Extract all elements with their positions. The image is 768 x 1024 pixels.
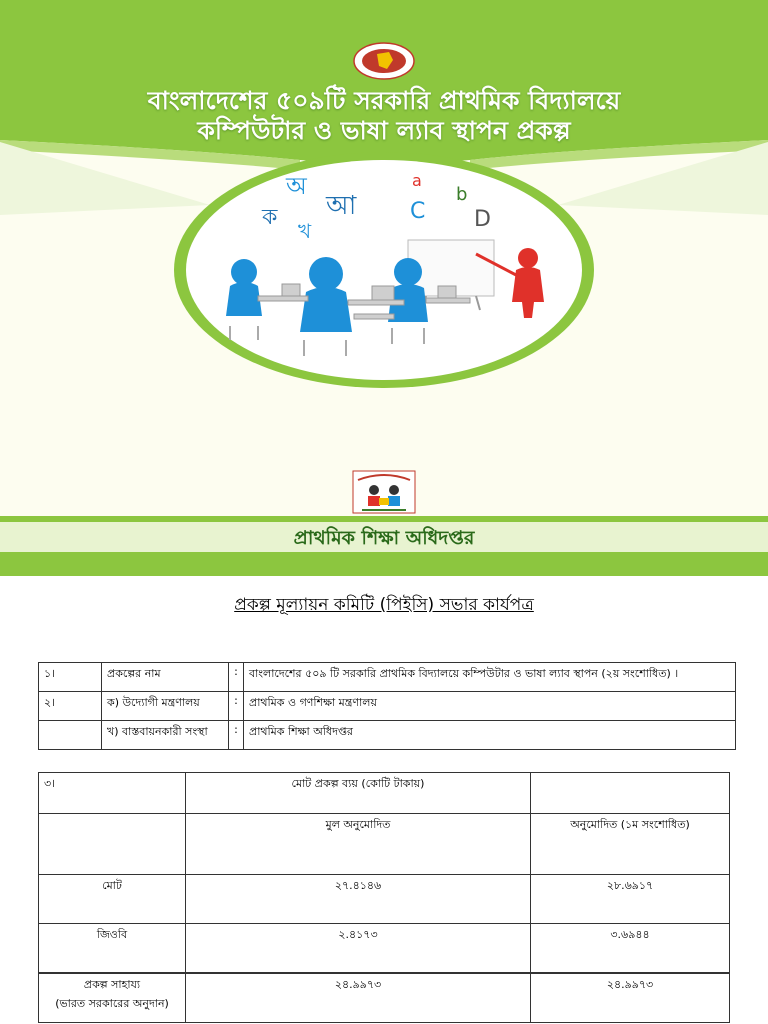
letter-b: b (456, 184, 468, 205)
letter-kha: খ (298, 219, 312, 243)
cover-title-line2: কম্পিউটার ও ভাষা ল্যাব স্থাপন প্রকল্প (197, 116, 571, 145)
row-colon: : (229, 692, 244, 721)
table-row (39, 773, 730, 814)
cost-revised-value: ২৪.৯৯৭৩ (531, 973, 730, 1023)
row-number: ২। (39, 692, 102, 721)
cost-revised-value: ৩.৬৯৪৪ (531, 924, 730, 974)
project-info-table (38, 662, 736, 750)
cost-original-value: ২৪.৯৯৭৩ (186, 973, 531, 1023)
table-row (39, 692, 736, 721)
letter-a: a (412, 171, 422, 190)
cost-row-label: মোট (39, 875, 186, 924)
table-row (39, 973, 730, 1023)
cost-heading-blank (531, 773, 730, 814)
classroom-illustration (186, 160, 582, 384)
row-value: প্রাথমিক ও গণশিক্ষা মন্ত্রণালয় (244, 692, 736, 721)
department-logo-icon (352, 470, 416, 514)
government-emblem-icon (353, 42, 415, 80)
cost-row-label: জিওবি (39, 924, 186, 974)
cost-section-number: ৩। (39, 773, 186, 814)
row-label: খ) বাস্তবায়নকারী সংস্থা (102, 721, 229, 750)
cost-label-blank (39, 814, 186, 875)
letter-o: অ (286, 172, 307, 200)
cost-revised-value: ২৮.৬৯১৭ (531, 875, 730, 924)
letter-c: C (410, 199, 426, 224)
row-label: ক) উদ্যোগী মন্ত্রণালয় (102, 692, 229, 721)
row-value: বাংলাদেশের ৫০৯ টি সরকারি প্রাথমিক বিদ্যালয়ে কম্পিউটার ও ভাষা ল্যাব স্থাপন (২য় সংশোধিত) । (244, 663, 736, 692)
cost-original-value: ২.৪১৭৩ (186, 924, 531, 974)
row-colon: : (229, 721, 244, 750)
row-number (39, 721, 102, 750)
row-label: প্রকল্পের নাম (102, 663, 229, 692)
row-number: ১। (39, 663, 102, 692)
cost-row-label-line2: (ভারত সরকারের অনুদান) (55, 997, 169, 1010)
letter-d: D (474, 207, 491, 232)
row-value: প্রাথমিক শিক্ষা অধিদপ্তর (244, 721, 736, 750)
worksheet-title: প্রকল্প মূল্যায়ন কমিটি (পিইসি) সভার কার্যপত্র (234, 595, 534, 615)
table-row (39, 875, 730, 924)
cost-row-label (39, 973, 186, 1023)
col-original-header: মুল অনুমোদিত (186, 814, 531, 875)
cost-original-value: ২৭.৪১৪৬ (186, 875, 531, 924)
cover-title (0, 86, 768, 146)
table-row (39, 721, 736, 750)
letter-aa: আ (326, 191, 357, 221)
department-name: প্রাথমিক শিক্ষা অধিদপ্তর (293, 527, 475, 549)
col-revised-header: অনুমোদিত (১ম সংশোধিত) (531, 814, 730, 875)
cost-row-label-line1: প্রকল্প সাহায্য (83, 978, 141, 991)
table-row (39, 924, 730, 974)
cover-title-line1: বাংলাদেশের ৫০৯টি সরকারি প্রাথমিক বিদ্যালয়ে (147, 86, 621, 115)
row-colon: : (229, 663, 244, 692)
table-row (39, 663, 736, 692)
cost-heading: মোট প্রকল্প ব্যয় (কোটি টাকায়) (186, 773, 531, 814)
project-cost-table (38, 772, 730, 1023)
letter-ka: ক (262, 205, 278, 230)
table-row (39, 814, 730, 875)
